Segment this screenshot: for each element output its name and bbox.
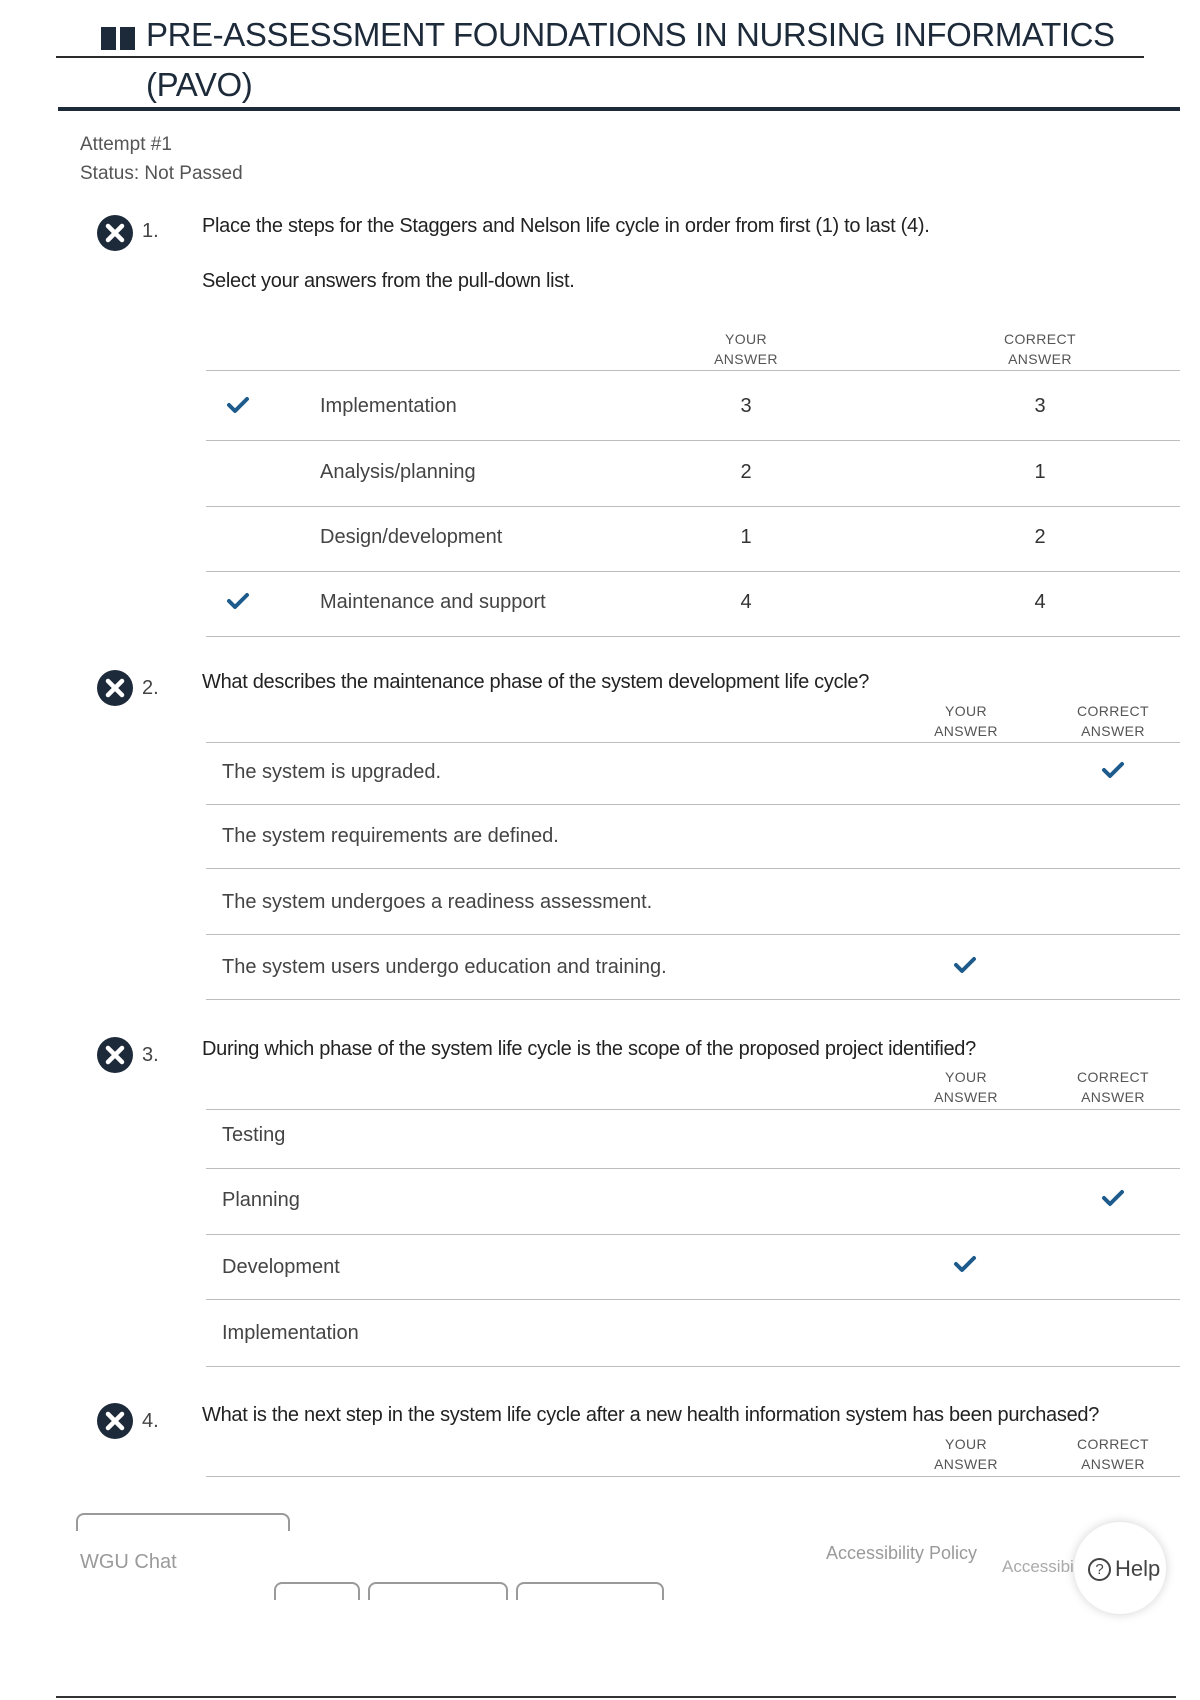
table-divider [206, 1168, 1180, 1169]
page-title: PRE-ASSESSMENT FOUNDATIONS IN NURSING INFORMATICS (PAVO) [146, 16, 1115, 104]
attempt-status: Status: Not Passed [80, 163, 243, 184]
answer-option: Development [222, 1256, 340, 1278]
table-divider [206, 1299, 1180, 1300]
table-divider [206, 804, 1180, 805]
footer-tab-outline [368, 1582, 508, 1600]
help-button-label[interactable]: ? Help [1088, 1556, 1160, 1582]
answer-option: Testing [222, 1124, 286, 1146]
correct-answer-header: CORRECT ANSWER [1076, 1069, 1150, 1105]
incorrect-x-icon [96, 669, 134, 707]
check-icon [226, 395, 250, 415]
correct-answer-value: 3 [1034, 395, 1046, 417]
bottom-divider [56, 1696, 1176, 1698]
attempt-label: Attempt #1 [80, 134, 172, 155]
table-divider [206, 742, 1180, 743]
title-divider [56, 56, 1144, 58]
your-answer-header: YOUR ANSWER [934, 1436, 998, 1472]
question-text: During which phase of the system life cycle is the scope of the proposed project identified? [202, 1038, 976, 1060]
table-divider [206, 1109, 1180, 1110]
chat-tab-outline [76, 1513, 290, 1531]
table-divider [206, 868, 1180, 869]
table-divider [206, 1366, 1180, 1367]
step-label: Analysis/planning [320, 461, 476, 483]
incorrect-x-icon [96, 214, 134, 252]
correct-answer-header: CORRECT ANSWER [1003, 331, 1077, 367]
book-icon [100, 24, 136, 52]
question-number: 1. [142, 220, 159, 242]
table-divider [206, 440, 1180, 441]
footer-tab-outline [516, 1582, 664, 1600]
your-answer-header: YOUR ANSWER [934, 1069, 998, 1105]
table-divider [206, 506, 1180, 507]
answer-option: The system users undergo education and training. [222, 956, 667, 978]
answer-option: Planning [222, 1189, 300, 1211]
correct-answer-value: 2 [1034, 526, 1046, 548]
question-number: 2. [142, 677, 159, 699]
your-answer-value: 3 [740, 395, 752, 417]
check-icon [226, 591, 250, 611]
your-answer-header: YOUR ANSWER [934, 703, 998, 739]
table-divider [206, 370, 1180, 371]
table-divider [206, 636, 1180, 637]
wgu-chat-link[interactable]: WGU Chat [80, 1551, 177, 1573]
table-divider [206, 1476, 1180, 1477]
question-text: What is the next step in the system life cycle after a new health information system has been purchased? [202, 1404, 1100, 1426]
step-label: Implementation [320, 395, 457, 417]
header-divider [58, 107, 1180, 111]
help-icon: ? [1088, 1558, 1111, 1581]
step-label: Design/development [320, 526, 503, 548]
your-answer-value: 1 [740, 526, 752, 548]
question-number: 4. [142, 1410, 159, 1432]
your-answer-value: 4 [740, 591, 752, 613]
incorrect-x-icon [96, 1036, 134, 1074]
correct-answer-header: CORRECT ANSWER [1076, 703, 1150, 739]
answer-option: Implementation [222, 1322, 359, 1344]
question-instruction: Select your answers from the pull-down list. [202, 270, 575, 292]
question-number: 3. [142, 1044, 159, 1066]
answer-option: The system undergoes a readiness assessment. [222, 891, 653, 913]
your-answer-header: YOUR ANSWER [714, 331, 778, 367]
correct-answer-value: 4 [1034, 591, 1046, 613]
your-answer-value: 2 [740, 461, 752, 483]
accessibility-policy-link[interactable]: Accessibility Policy [826, 1543, 978, 1563]
correct-answer-value: 1 [1034, 461, 1046, 483]
your-answer-check-icon [953, 955, 977, 975]
table-divider [206, 999, 1180, 1000]
table-divider [206, 1234, 1180, 1235]
question-text: What describes the maintenance phase of the system development life cycle? [202, 671, 870, 693]
correct-answer-header: CORRECT ANSWER [1076, 1436, 1150, 1472]
answer-option: The system is upgraded. [222, 761, 441, 783]
incorrect-x-icon [96, 1402, 134, 1440]
correct-answer-check-icon [1101, 1188, 1125, 1208]
accessibility-link-truncated[interactable]: Accessibi [1002, 1557, 1074, 1576]
answer-option: The system requirements are defined. [222, 825, 559, 847]
correct-answer-check-icon [1101, 760, 1125, 780]
table-divider [206, 934, 1180, 935]
question-text: Place the steps for the Staggers and Nelson life cycle in order from first (1) to last (4). [202, 215, 930, 237]
footer-tab-outline [274, 1582, 360, 1600]
step-label: Maintenance and support [320, 591, 546, 613]
your-answer-check-icon [953, 1254, 977, 1274]
table-divider [206, 571, 1180, 572]
